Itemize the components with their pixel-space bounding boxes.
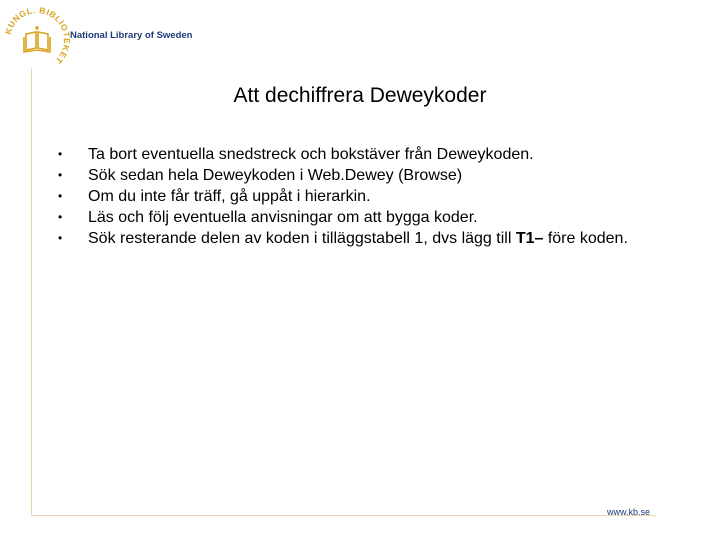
slide-title: Att dechiffrera Deweykoder <box>233 84 487 107</box>
bullet-text-before: Sök resterande delen av koden i tilläggstabell 1, dvs lägg till <box>88 230 516 247</box>
bullet-text: Om du inte får träff, gå uppåt i hierarkin. <box>88 188 371 205</box>
bullet-item <box>58 207 658 228</box>
bullet-marker: • <box>58 189 63 203</box>
seal-text: KUNGL. BIBLIOTEKET <box>2 4 72 67</box>
book-emblem-icon <box>24 32 50 52</box>
bullet-text-bold: T1– <box>515 230 544 247</box>
bullet-text-after: före koden. <box>543 230 628 247</box>
frame-bottom-line <box>31 515 656 516</box>
bullet-item <box>58 165 658 186</box>
footer-url[interactable]: www.kb.se <box>607 507 651 517</box>
bullet-marker: • <box>58 231 63 245</box>
bullet-text: Läs och följ eventuella anvisningar om att bygga koder. <box>88 209 478 226</box>
bullet-text: Sök sedan hela Deweykoden i Web.Dewey (Browse) <box>88 167 463 184</box>
kb-seal-icon <box>2 4 72 70</box>
bullet-marker: • <box>58 168 63 182</box>
frame-left-line <box>31 68 32 516</box>
bullet-item <box>58 144 658 165</box>
bullet-text: Ta bort eventuella snedstreck och bokstäver från Deweykoden. <box>88 146 534 163</box>
bullet-item <box>58 228 658 249</box>
bullet-list <box>58 144 658 249</box>
bullet-item <box>58 186 658 207</box>
bullet-marker: • <box>58 147 63 161</box>
kb-logo <box>2 4 72 70</box>
brand-name: National Library of Sweden <box>70 30 193 41</box>
bullet-marker: • <box>58 210 63 224</box>
